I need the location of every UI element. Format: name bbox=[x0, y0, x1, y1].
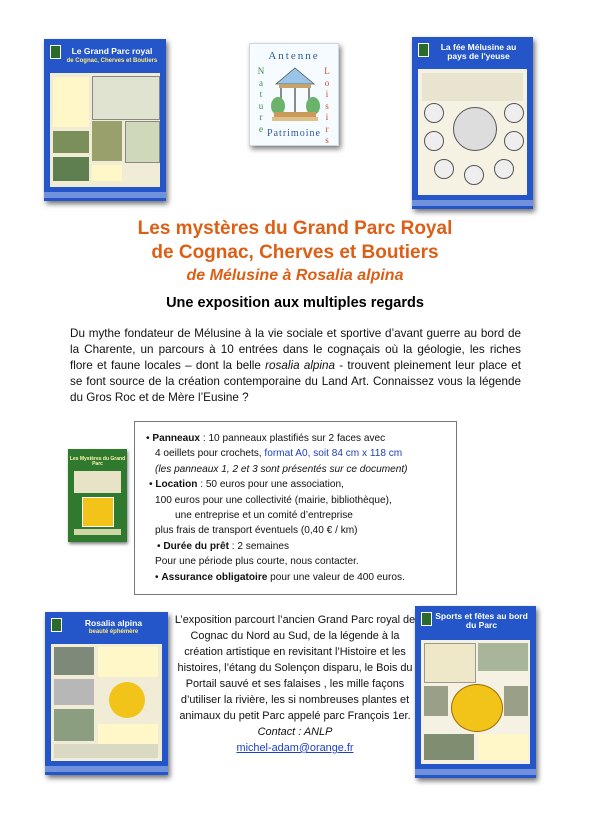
subtitle: Une exposition aux multiples regards bbox=[166, 295, 424, 311]
poster-sports-et-fetes bbox=[415, 606, 536, 778]
poster-content bbox=[418, 69, 527, 195]
poster-title: Sports et fêtes au bord du Parc bbox=[435, 611, 528, 630]
intro-species-name: rosalia alpina bbox=[265, 359, 336, 372]
info-location-line: • Location : 50 euros pour une association, bbox=[149, 479, 344, 491]
panneaux-label: Panneaux bbox=[152, 433, 201, 444]
info-location-line-2: 100 euros pour une collectivité (mairie, bibliothèque), bbox=[155, 494, 392, 506]
logo-word-patrimoine: Patrimoine bbox=[267, 128, 321, 139]
info-assurance-line: • Assurance obligatoire pour une valeur de 400 euros. bbox=[155, 571, 405, 583]
duree-text: : 2 semaines bbox=[228, 540, 289, 552]
panneaux-format: format A0, soit 84 cm x 118 cm bbox=[264, 448, 403, 460]
poster-fee-melusine bbox=[412, 37, 533, 209]
duree-label: Durée du prêt bbox=[163, 540, 229, 552]
info-panneaux-line-2 bbox=[146, 446, 456, 461]
poster-title: La fée Mélusine au pays de l'yeuse bbox=[440, 42, 517, 61]
info-panneaux-line-3: (les panneaux 1, 2 et 3 sont présentés sur ce document) bbox=[155, 463, 408, 475]
outro-text: L’exposition parcourt l’ancien Grand Parc royal de Cognac du Nord au Sud, de la légende à la création artistique en revisitant l’Histoire et les histoires, l’étang du Solençon disparu, le Bois du Portail sauvé et ses falaises , les mille façons d’utiliser la rivière, les si nombreuses plantes et animaux du petit Parc appelé parc François 1er. bbox=[174, 614, 416, 722]
poster-subtitle: de Cognac, Cherves et Boutiers bbox=[66, 57, 158, 64]
rental-info-box bbox=[134, 421, 457, 595]
poster-title: Le Grand Parc royal bbox=[71, 46, 153, 56]
info-location-line-4: plus frais de transport éventuels (0,40 € / km) bbox=[155, 525, 358, 537]
intro-paragraph bbox=[70, 326, 521, 406]
poster-content bbox=[421, 640, 530, 764]
location-label: Location bbox=[155, 479, 198, 491]
location-text: : 50 euros pour une association, bbox=[197, 479, 344, 491]
panel-number-badge bbox=[421, 612, 432, 626]
anlp-logo bbox=[249, 43, 339, 146]
panneaux-text: : 10 panneaux plastifiés sur 2 faces avec bbox=[200, 433, 386, 444]
contact-email-link[interactable]: michel-adam@orange.fr bbox=[236, 742, 354, 754]
panneaux-text-2: 4 oeillets pour crochets, bbox=[155, 448, 265, 460]
assurance-label: Assurance obligatoire bbox=[161, 571, 268, 583]
poster-content bbox=[51, 644, 162, 761]
title-line-3: de Mélusine à Rosalia alpina bbox=[186, 267, 404, 284]
poster-title: Rosalia alpina bbox=[84, 618, 143, 628]
assurance-text: pour une valeur de 400 euros. bbox=[267, 571, 405, 583]
info-location-line-3: une entreprise et un comité d’entreprise bbox=[175, 510, 353, 522]
poster-footer bbox=[44, 192, 166, 198]
poster-title: Les Mystères du Grand Parc bbox=[69, 456, 126, 468]
info-duree-line: • Durée du prêt : 2 semaines bbox=[157, 540, 289, 552]
outro-paragraph bbox=[172, 612, 418, 756]
title-line-2: de Cognac, Cherves et Boutiers bbox=[151, 242, 439, 263]
intro-text-2: - trouvent pleinement leur place et se font source de la création contemporaine du Land Art. Connaissez vous la légende du Gros Roc et de Mère l’Eusine ? bbox=[70, 359, 521, 404]
poster-subtitle: beauté éphémère bbox=[88, 628, 139, 635]
poster-footer bbox=[45, 766, 168, 772]
panel-number-badge bbox=[418, 43, 429, 57]
poster-content bbox=[50, 73, 160, 187]
panel-number-badge bbox=[51, 618, 62, 632]
title-line-1: Les mystères du Grand Parc Royal bbox=[137, 218, 453, 239]
poster-footer bbox=[412, 200, 533, 206]
poster-mysteres-grand-parc bbox=[68, 449, 127, 542]
panel-number-badge bbox=[50, 45, 61, 59]
logo-word-antenne: Antenne bbox=[268, 50, 320, 62]
info-panneaux-line: • Panneaux : 10 panneaux plastifiés sur 2 faces avec bbox=[146, 433, 386, 444]
poster-rosalia-alpina bbox=[45, 612, 168, 775]
gazebo-illustration-icon bbox=[270, 66, 320, 124]
contact-line: Contact : ANLP bbox=[257, 726, 333, 738]
logo-word-loisirs: L o i s i r s bbox=[324, 66, 330, 145]
poster-grand-parc-royal bbox=[44, 39, 166, 201]
logo-word-nature: N a t u r e bbox=[257, 66, 265, 134]
poster-footer bbox=[415, 769, 536, 775]
intro-text-1: Du mythe fondateur de Mélusine à la vie sociale et sportive d’avant guerre au bord de la Charente, un parcours à 10 entrées dans le cognaçais où la géologie, les riches flore et faune locales – dont la belle bbox=[70, 327, 521, 372]
info-duree-line-2: Pour une période plus courte, nous contacter. bbox=[155, 556, 359, 568]
